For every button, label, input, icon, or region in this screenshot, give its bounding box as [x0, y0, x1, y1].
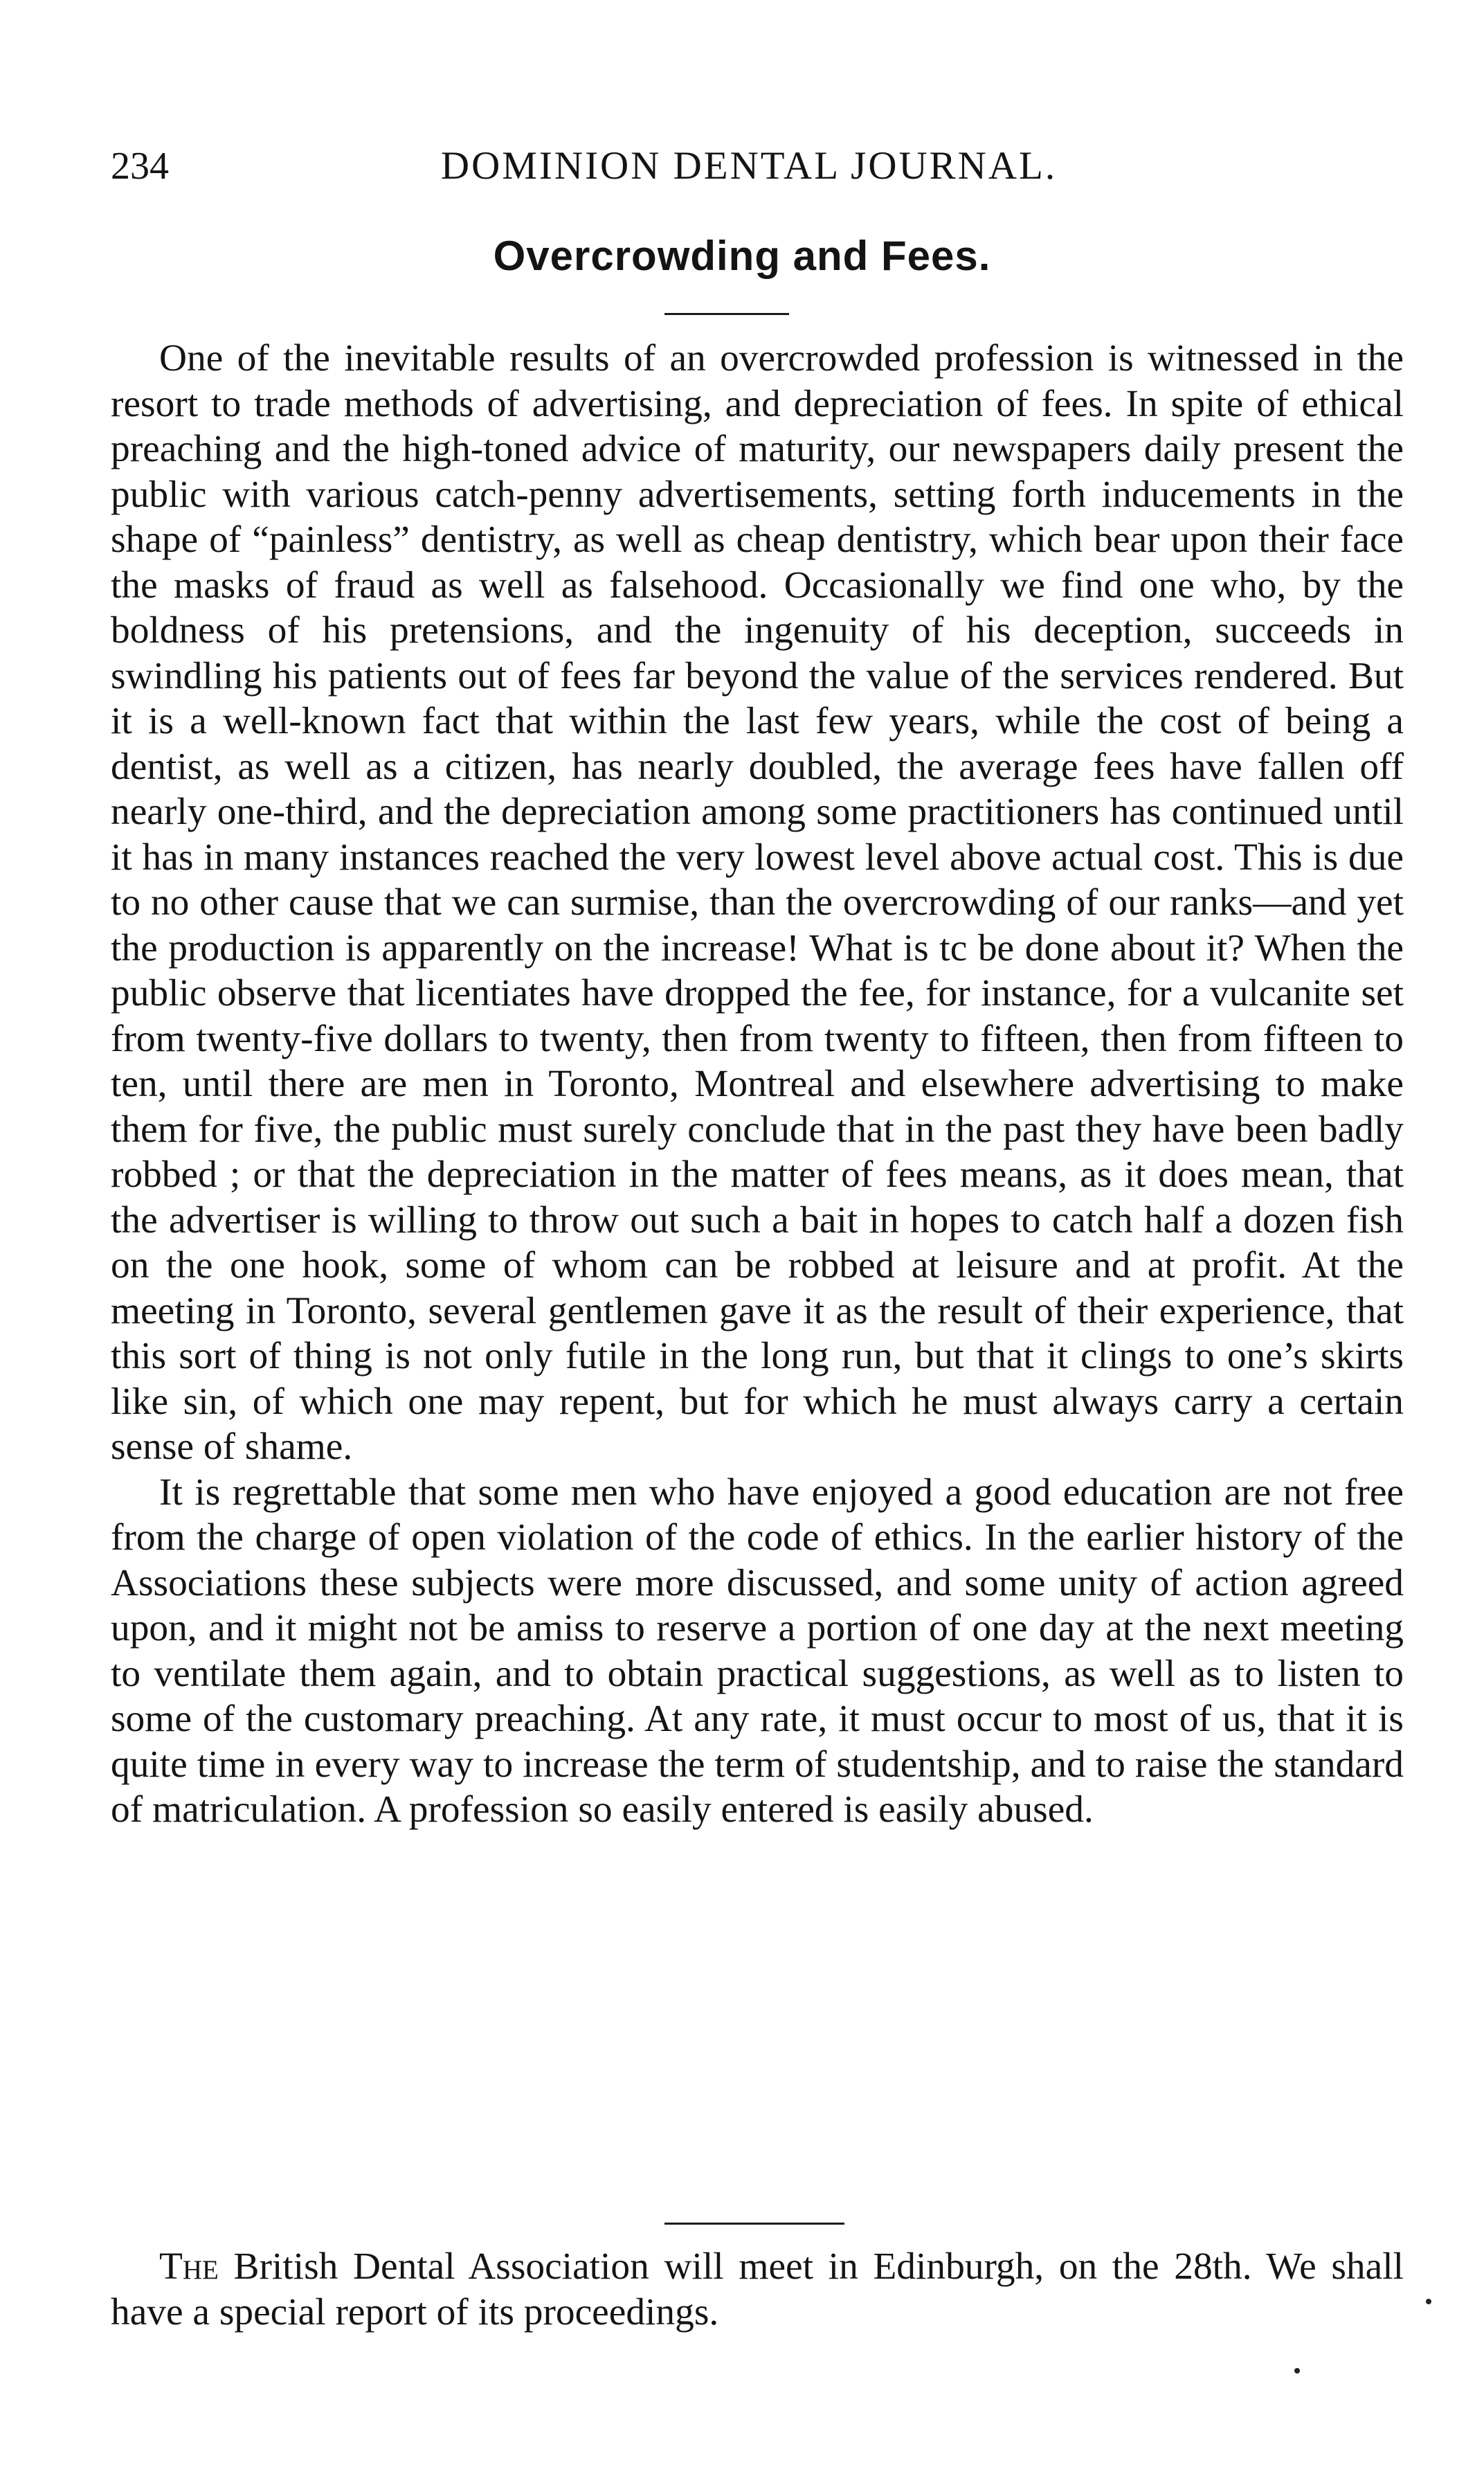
section-divider — [664, 2223, 844, 2225]
running-title: DOMINION DENTAL JOURNAL. — [440, 144, 1058, 188]
notice-lead-word: The — [159, 2245, 219, 2287]
print-speck — [1294, 2368, 1300, 2374]
article-body — [111, 335, 1404, 1832]
article-title: Overcrowding and Fees. — [493, 233, 991, 279]
article-paragraph-1: One of the inevitable results of an overcrowded profession is witnessed in the resort to trade methods of advertising, and depreciation of fees. In spite of ethical preaching and the high-toned advice of maturity, our newspapers daily present the public with various catch-penny advertisements, setting forth inducements in the shape of “painless” dentistry, as well as cheap dentistry, which bear upon their face the masks of fraud as well as falsehood. Occasionally we find one who, by the boldness of his pretensions, and the ingenuity of his deception, succeeds in swindling his patients out of fees far beyond the value of the services rendered. But it is a well-known fact that within the last few years, while the cost of being a dentist, as well as a citizen, has nearly doubled, the average fees have fallen off nearly one-third, and the depreciation among some practitioners has continued until it has in many instances reached the very lowest level above actual cost. This is due to no other cause that we can surmise, than the overcrowding of our ranks—and yet the production is apparently on the increase! What is tc be done about it? When the public observe that licentiates have dropped the fee, for instance, for a vulcanite set from twenty-five dollars to twenty, then from twenty to fifteen, then from fifteen to ten, until there are men in Toronto, Montreal and elsewhere advertising to make them for five, the public must surely conclude that in the past they have been badly robbed ; or that the depreciation in the matter of fees means, as it does mean, that the advertiser is willing to throw out such a bait in hopes to catch half a dozen fish on the one hook, some of whom can be robbed at leisure and at profit. At the meeting in Toronto, several gentlemen gave it as the result of their experience, that this sort of thing is not only futile in the long run, but that it clings to one’s skirts like sin, of which one may repent, but for which he must always carry a certain sense of shame. — [111, 337, 1404, 1467]
page-number: 234 — [111, 145, 169, 188]
article-paragraph-2: It is regrettable that some men who have enjoyed a good education are not free from the charge of open violation of the code of ethics. In the earlier history of the Associations these subjects were more discussed, and some unity of action agreed upon, and it might not be amiss to reserve a portion of one day at the next meeting to ventilate them again, and to obtain practical suggestions, as well as to listen to some of the customary preaching. At any rate, it must occur to most of us, that it is quite time in every way to increase the term of studentship, and to raise the standard of matriculation. A profession so easily entered is easily abused. — [111, 1470, 1404, 1830]
notice-text: British Dental Association will meet in Edinburgh, on the 28th. We shall have a special report of its proceedings. — [111, 2245, 1404, 2333]
page-header — [111, 138, 1387, 194]
print-speck — [1426, 2299, 1431, 2304]
association-notice — [111, 2243, 1404, 2335]
title-divider — [664, 313, 789, 315]
notice-paragraph — [111, 2243, 1404, 2335]
